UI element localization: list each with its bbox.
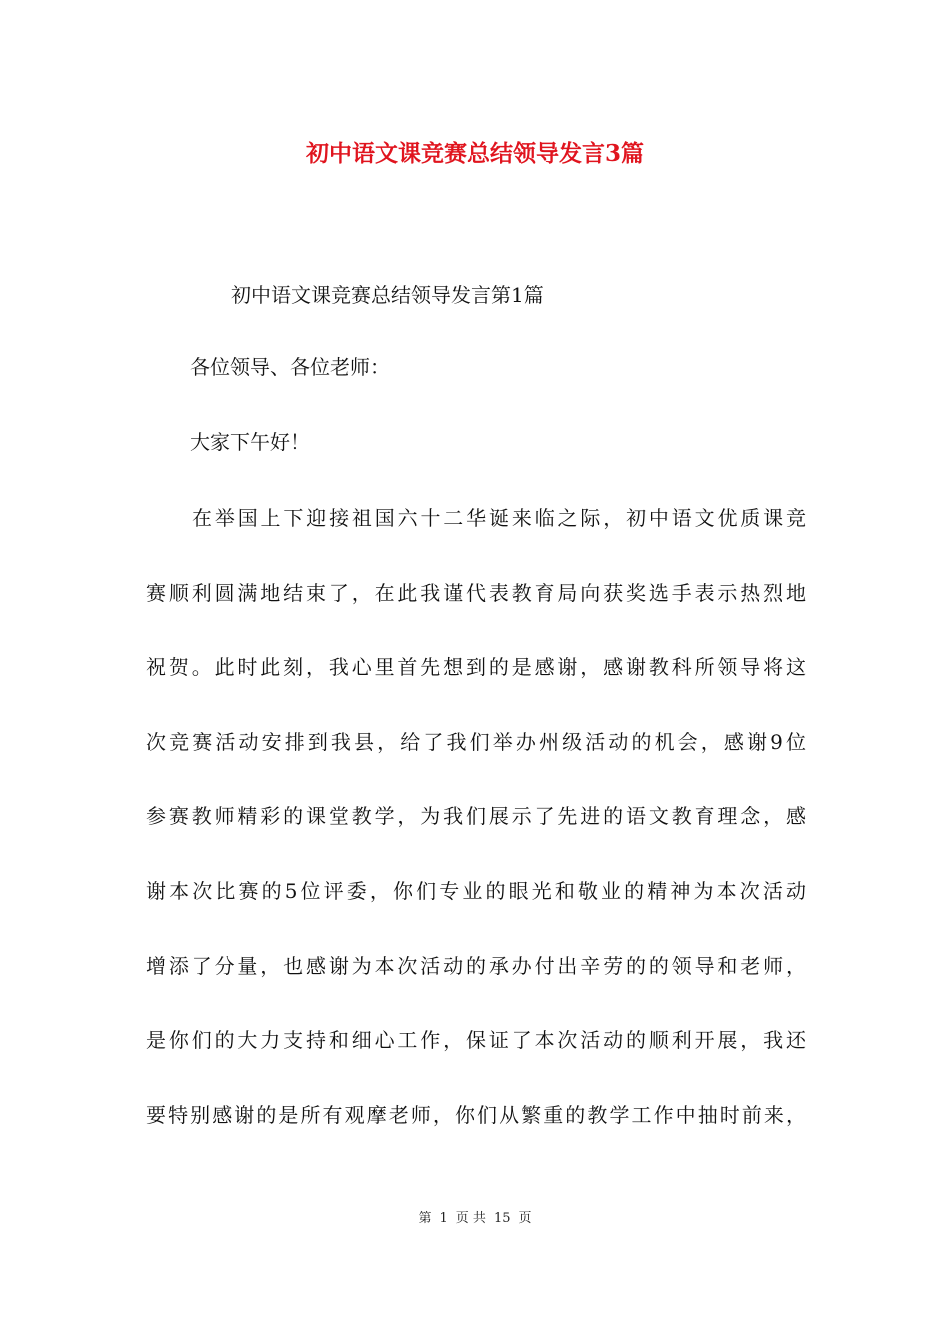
footer-mid: 页 共 bbox=[455, 1211, 486, 1226]
body-line: 谢本次比赛的5位评委，你们专业的眼光和敬业的精神为本次活动 bbox=[146, 879, 806, 903]
body-line: 次竞赛活动安排到我县，给了我们举办州级活动的机会，感谢9位 bbox=[146, 730, 806, 754]
document-title: 初中语文课竞赛总结领导发言3篇 bbox=[305, 140, 644, 167]
body-line: 在举国上下迎接祖国六十二华诞来临之际，初中语文优质课竞 bbox=[192, 506, 806, 530]
body-line: 要特别感谢的是所有观摩老师，你们从繁重的教学工作中抽时前来， bbox=[146, 1103, 806, 1127]
body-line: 是你们的大力支持和细心工作，保证了本次活动的顺利开展，我还 bbox=[146, 1028, 806, 1052]
body-line: 祝贺。此时此刻，我心里首先想到的是感谢，感谢教科所领导将这 bbox=[146, 655, 806, 679]
greeting: 大家下午好！ bbox=[190, 430, 310, 454]
body-line: 赛顺利圆满地结束了，在此我谨代表教育局向获奖选手表示热烈地 bbox=[146, 581, 806, 605]
section-heading: 初中语文课竞赛总结领导发言第1篇 bbox=[231, 283, 544, 307]
page-footer bbox=[0, 1209, 950, 1229]
salutation: 各位领导、各位老师： bbox=[190, 355, 390, 379]
body-line: 增添了分量，也感谢为本次活动的承办付出辛劳的的领导和老师， bbox=[146, 954, 806, 978]
total-pages-number: 15 bbox=[493, 1211, 511, 1226]
body-line: 参赛教师精彩的课堂教学，为我们展示了先进的语文教育理念，感 bbox=[146, 804, 806, 828]
footer-prefix: 第 bbox=[418, 1211, 432, 1226]
footer-suffix: 页 bbox=[518, 1211, 532, 1226]
current-page-number: 1 bbox=[439, 1211, 448, 1226]
